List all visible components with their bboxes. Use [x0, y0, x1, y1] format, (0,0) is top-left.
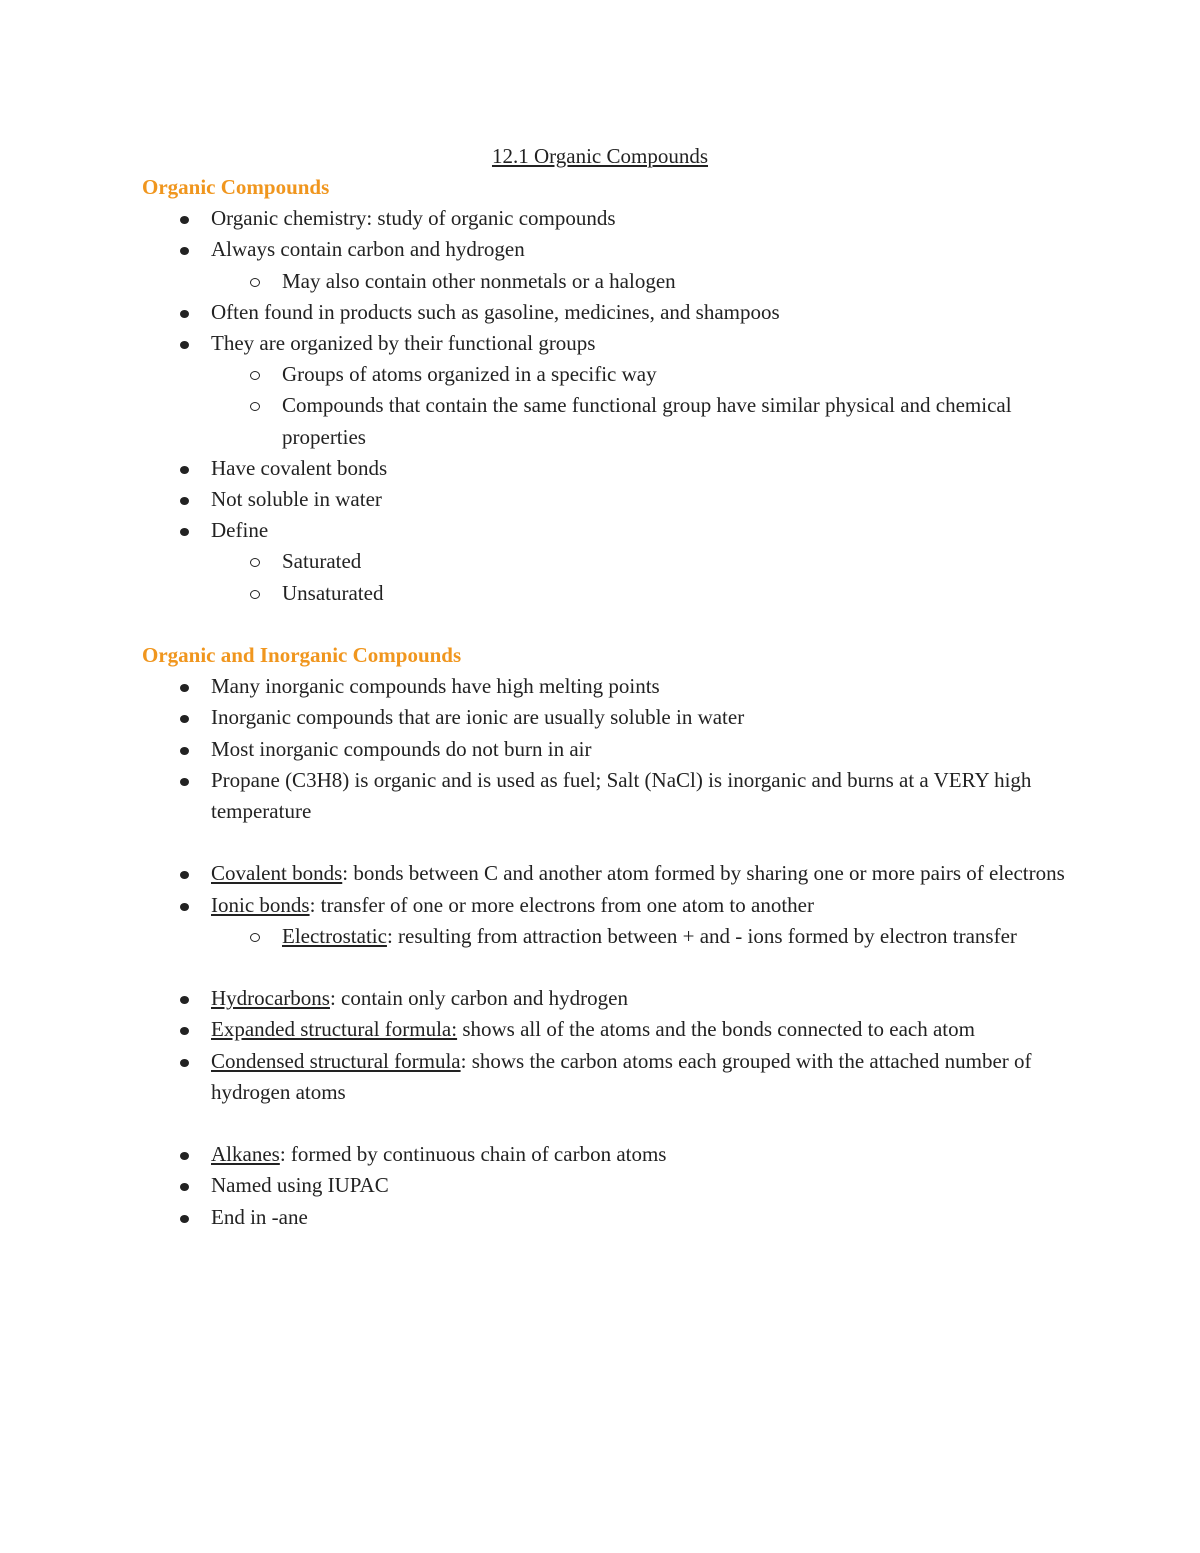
- list-item: Organic chemistry: study of organic compounds: [142, 203, 1072, 234]
- sub-list-item: Groups of atoms organized in a specific way: [142, 359, 1072, 390]
- spacer: [142, 827, 1072, 858]
- list-item: Not soluble in water: [142, 484, 1072, 515]
- spacer: [142, 609, 1072, 640]
- list-item: End in -ane: [142, 1202, 1072, 1233]
- definition-text: shows all of the atoms and the bonds connected to each atom: [457, 1017, 975, 1042]
- definition-item-condensed-formula: [142, 1046, 1072, 1108]
- list-item: Most inorganic compounds do not burn in air: [142, 734, 1072, 765]
- list-item: Define: [142, 515, 1072, 546]
- list-item: Inorganic compounds that are ionic are usually soluble in water: [142, 702, 1072, 733]
- section-heading-organic-and-inorganic: Organic and Inorganic Compounds: [142, 643, 462, 668]
- definition-term: Condensed structural formula: [211, 1048, 461, 1073]
- section-heading-organic-compounds: Organic Compounds: [142, 175, 330, 199]
- definition-item-alkanes: [142, 1139, 1072, 1170]
- bond-definitions-list: [142, 858, 1072, 952]
- definition-item-hydrocarbons: [142, 983, 1072, 1014]
- document-title-text: 12.1 Organic Compounds: [491, 144, 709, 168]
- sub-list-item: May also contain other nonmetals or a halogen: [142, 266, 1072, 297]
- definition-term: Covalent bonds: [211, 861, 343, 886]
- list-item: Many inorganic compounds have high melting points: [142, 671, 1072, 702]
- definition-text: : contain only carbon and hydrogen: [329, 986, 628, 1011]
- definition-term: Hydrocarbons: [211, 986, 330, 1011]
- alkanes-list: [142, 1139, 1072, 1233]
- list-item: Named using IUPAC: [142, 1170, 1072, 1201]
- definition-text: : bonds between C and another atom formed by sharing one or more pairs of electrons: [342, 861, 1065, 886]
- definition-term: Electrostatic: [282, 923, 387, 948]
- definition-item-expanded-formula: [142, 1014, 1072, 1045]
- list-item: Have covalent bonds: [142, 453, 1072, 484]
- definition-item-electrostatic: [142, 921, 1072, 952]
- sub-list-item: Unsaturated: [142, 578, 1072, 609]
- definition-text: : resulting from attraction between + and - ions formed by electron transfer: [386, 923, 1017, 948]
- sub-list-item: Saturated: [142, 546, 1072, 577]
- definition-text: : shows the carbon atoms each grouped with the attached number of hydrogen atoms: [211, 1048, 1032, 1104]
- definition-term: Alkanes: [211, 1142, 280, 1167]
- document-body: [142, 172, 1072, 1233]
- spacer: [142, 952, 1072, 983]
- definition-term: Expanded structural formula:: [211, 1017, 458, 1042]
- organic-inorganic-list: [142, 671, 1072, 827]
- document-title: [0, 141, 1200, 172]
- definition-text: : formed by continuous chain of carbon atoms: [279, 1142, 667, 1167]
- sub-list-item: Compounds that contain the same functional group have similar physical and chemical properties: [142, 390, 1072, 452]
- definition-item-covalent-bonds: [142, 858, 1072, 889]
- spacer: [142, 1108, 1072, 1139]
- formula-definitions-list: [142, 983, 1072, 1108]
- list-item: They are organized by their functional groups: [142, 328, 1072, 359]
- definition-term: Ionic bonds: [211, 892, 310, 917]
- list-item: Always contain carbon and hydrogen: [142, 234, 1072, 265]
- list-item: Propane (C3H8) is organic and is used as fuel; Salt (NaCl) is inorganic and burns at a VERY high temperature: [142, 765, 1072, 827]
- list-item: Often found in products such as gasoline, medicines, and shampoos: [142, 297, 1072, 328]
- definition-item-ionic-bonds: [142, 890, 1072, 921]
- organic-compounds-list: [142, 203, 1072, 609]
- definition-text: : transfer of one or more electrons from one atom to another: [309, 892, 814, 917]
